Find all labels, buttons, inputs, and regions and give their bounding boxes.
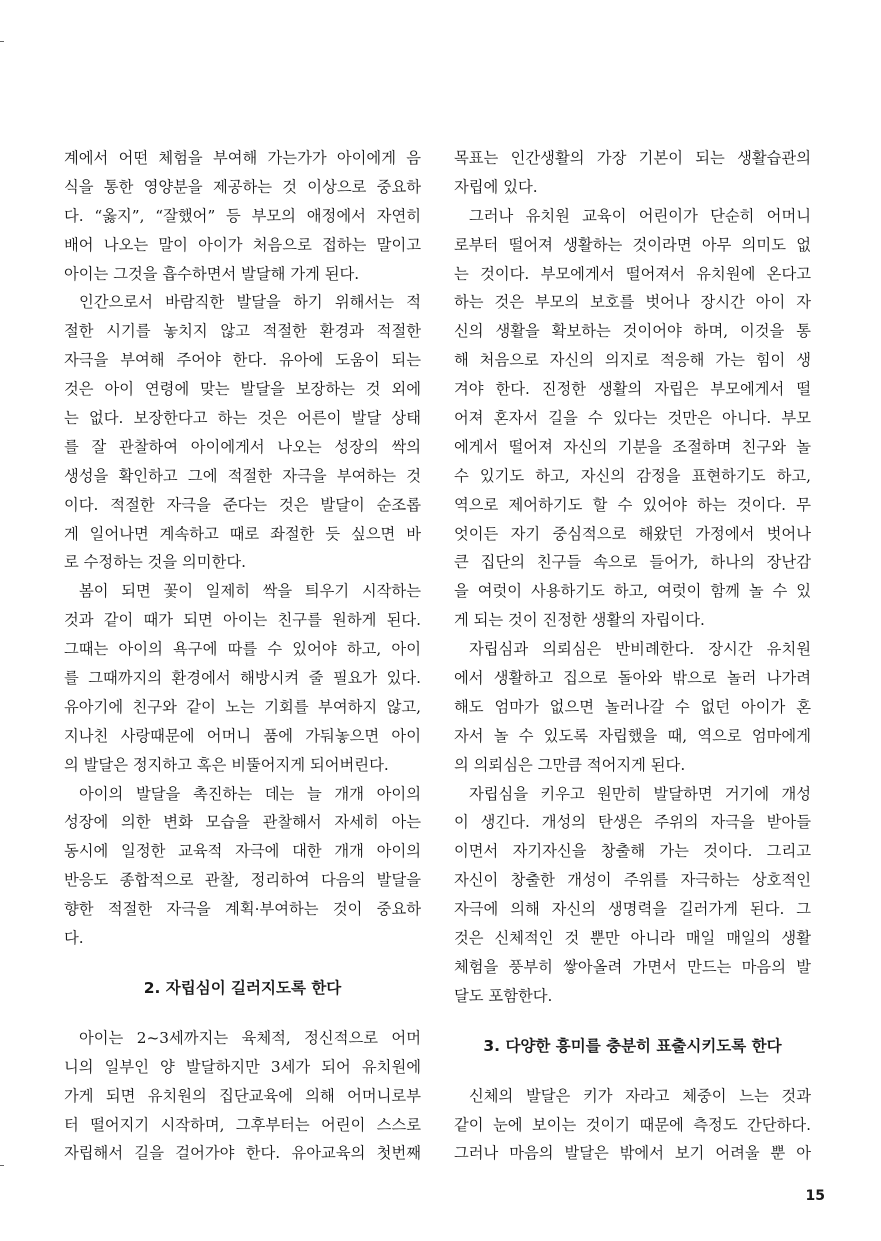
text-line: 자립심과 의뢰심은 반비례한다. 장시간 유치원: [469, 640, 811, 659]
right-paragraph-block-after: [454, 1082, 811, 1169]
scan-edge-mark: [0, 41, 4, 42]
text-line: 생성을 확인하고 그에 적절한 자극을 부여하는 것: [64, 466, 421, 485]
section-heading-3: 3. 다양한 흥미를 충분히 표출시키도록 한다: [483, 1036, 782, 1055]
text-line: 의 발달은 정지하고 혹은 비뚤어지게 되어버린다.: [64, 755, 389, 774]
text-line: 봄이 되면 꽃이 일제히 싹을 틔우기 시작하는: [79, 582, 421, 601]
text-line: 동시에 일정한 교육적 자극에 대한 개개 아이의: [64, 842, 421, 861]
text-line: 터 떨어지기 시작하며, 그후부터는 어린이 스스로: [64, 1115, 421, 1134]
text-line: 것은 신체적인 것 뿐만 아니라 매일 매일의 생활: [454, 929, 811, 948]
text-line: 지나친 사랑때문에 어머니 품에 가둬놓으면 아이: [64, 726, 421, 745]
text-line: 자립에 있다.: [454, 177, 538, 196]
text-line: 이면서 자기자신을 창출해 가는 것이다. 그리고: [454, 842, 811, 861]
text-line: 같이 눈에 보이는 것이기 때문에 측정도 간단하다.: [454, 1115, 811, 1134]
text-line: 신의 생활을 확보하는 것이어야 하며, 이것을 통: [454, 322, 811, 341]
text-line: 의 의뢰심은 그만큼 적어지게 된다.: [454, 755, 686, 774]
text-line: 는 없다. 보장한다고 하는 것은 어른이 발달 상태: [64, 409, 421, 428]
left-paragraph-block: [64, 144, 421, 953]
text-line: 계에서 어떤 체험을 부여해 가는가가 아이에게 음: [64, 149, 421, 167]
left-paragraph-block-after: [64, 1024, 421, 1168]
text-line: 아이는 2~3세까지는 육체적, 정신적으로 어머: [79, 1028, 421, 1047]
text-line: 목표는 인간생활의 가장 기본이 되는 생활습관의: [454, 149, 811, 167]
text-line: 를 잘 관찰하여 아이에게서 나오는 성장의 싹의: [64, 437, 421, 456]
right-column: [454, 144, 811, 1168]
text-line: 자서 놀 수 있도록 자립했을 때, 역으로 엄마에게: [454, 726, 811, 745]
page-number: 15: [805, 1188, 825, 1204]
text-line: 배어 나오는 말이 아이가 처음으로 접하는 말이고: [64, 235, 421, 254]
text-line: 절한 시기를 놓치지 않고 적절한 환경과 적절한: [64, 322, 421, 341]
text-line: 를 그때까지의 환경에서 해방시켜 줄 필요가 있다.: [64, 669, 421, 688]
text-line: 이다. 적절한 자극을 준다는 것은 발달이 순조롭: [64, 495, 421, 514]
text-line: 식을 통한 영양분을 제공하는 것 이상으로 중요하: [64, 177, 421, 196]
text-line: 유아기에 친구와 같이 노는 기회를 부여하지 않고,: [64, 697, 421, 716]
text-line: 이 생긴다. 개성의 탄생은 주위의 자극을 받아들: [454, 813, 811, 832]
text-line: 그러나 마음의 발달은 밖에서 보기 어려울 뿐 아: [454, 1144, 811, 1163]
text-line: 에서 생활하고 집으로 돌아와 밖으로 놀러 나가려: [454, 669, 811, 688]
text-line: 는 것이다. 부모에게서 떨어져서 유치원에 온다고: [454, 264, 811, 283]
text-line: 자극에 의해 자신의 생명력을 길러가게 된다. 그: [454, 900, 811, 919]
text-line: 아이는 그것을 흡수하면서 발달해 가게 된다.: [64, 264, 360, 283]
right-paragraph-block: [454, 144, 811, 1011]
text-line: 큰 집단의 친구들 속으로 들어가, 하나의 장난감: [454, 553, 811, 572]
text-line: 다. “옳지”, “잘했어” 등 부모의 애정에서 자연히: [64, 206, 421, 225]
text-line: 해도 엄마가 없으면 놀러나갈 수 없던 아이가 혼: [454, 697, 811, 716]
left-column: [64, 144, 421, 1168]
text-line: 달도 포함한다.: [454, 986, 553, 1005]
text-line: 자립심을 키우고 원만히 발달하면 거기에 개성: [469, 784, 811, 803]
text-line: 다.: [64, 929, 84, 948]
text-line: 것은 아이 연령에 맞는 발달을 보장하는 것 외에: [64, 380, 421, 399]
text-line: 역으로 제어하기도 할 수 있어야 하는 것이다. 무: [454, 495, 811, 514]
text-line: 니의 일부인 양 발달하지만 3세가 되어 유치원에: [64, 1057, 421, 1076]
text-line: 에게서 떨어져 자신의 기분을 조절하며 친구와 놀: [454, 437, 811, 456]
text-line: 향한 적절한 자극을 계획·부여하는 것이 중요하: [64, 900, 421, 919]
text-line: 자신이 창출한 개성이 주위를 자극하는 상호적인: [454, 871, 811, 890]
text-line: 로 수정하는 것을 의미한다.: [64, 553, 246, 572]
text-line: 자립해서 길을 걸어가야 한다. 유아교육의 첫번째: [64, 1144, 421, 1163]
text-line: 하는 것은 부모의 보호를 벗어나 장시간 아이 자: [454, 293, 811, 312]
text-line: 성장에 의한 변화 모습을 관찰해서 자세히 아는: [64, 813, 421, 832]
text-line: 자극을 부여해 주어야 한다. 유아에 도움이 되는: [64, 351, 421, 370]
text-line: 것과 같이 때가 되면 아이는 친구를 원하게 된다.: [64, 611, 421, 630]
text-line: 체험을 풍부히 쌓아올려 가면서 만드는 마음의 발: [454, 957, 811, 976]
text-line: 그러나 유치원 교육이 어린이가 단순히 어머니: [469, 206, 811, 225]
text-line: 해 처음으로 자신의 의지로 적응해 가는 힘이 생: [454, 351, 811, 370]
text-line: 을 여럿이 사용하기도 하고, 여럿이 함께 놀 수 있: [454, 582, 811, 601]
scan-edge-mark: [0, 1165, 4, 1166]
text-line: 엇이든 자기 중심적으로 해왔던 가정에서 벗어나: [454, 524, 811, 543]
text-line: 수 있기도 하고, 자신의 감정을 표현하기도 하고,: [454, 466, 811, 485]
text-line: 겨야 한다. 진정한 생활의 자립은 부모에게서 떨: [454, 380, 811, 399]
text-line: 게 일어나면 계속하고 때로 좌절한 듯 싶으면 바: [64, 524, 421, 543]
text-line: 신체의 발달은 키가 자라고 체중이 느는 것과: [469, 1086, 811, 1105]
text-line: 어져 혼자서 길을 수 있다는 것만은 아니다. 부모: [454, 409, 811, 428]
text-line: 가게 되면 유치원의 집단교육에 의해 어머니로부: [64, 1086, 421, 1105]
text-line: 게 되는 것이 진정한 생활의 자립이다.: [454, 611, 705, 630]
text-line: 인간으로서 바람직한 발달을 하기 위해서는 적: [79, 293, 421, 312]
section-heading-2: 2. 자립심이 길러지도록 한다: [143, 978, 342, 997]
text-line: 아이의 발달을 촉진하는 데는 늘 개개 아이의: [79, 784, 421, 803]
text-line: 반응도 종합적으로 관찰, 정리하여 다음의 발달을: [64, 871, 421, 890]
text-line: 로부터 떨어져 생활하는 것이라면 아무 의미도 없: [454, 235, 811, 254]
text-line: 그때는 아이의 욕구에 따를 수 있어야 하고, 아이: [64, 640, 421, 659]
